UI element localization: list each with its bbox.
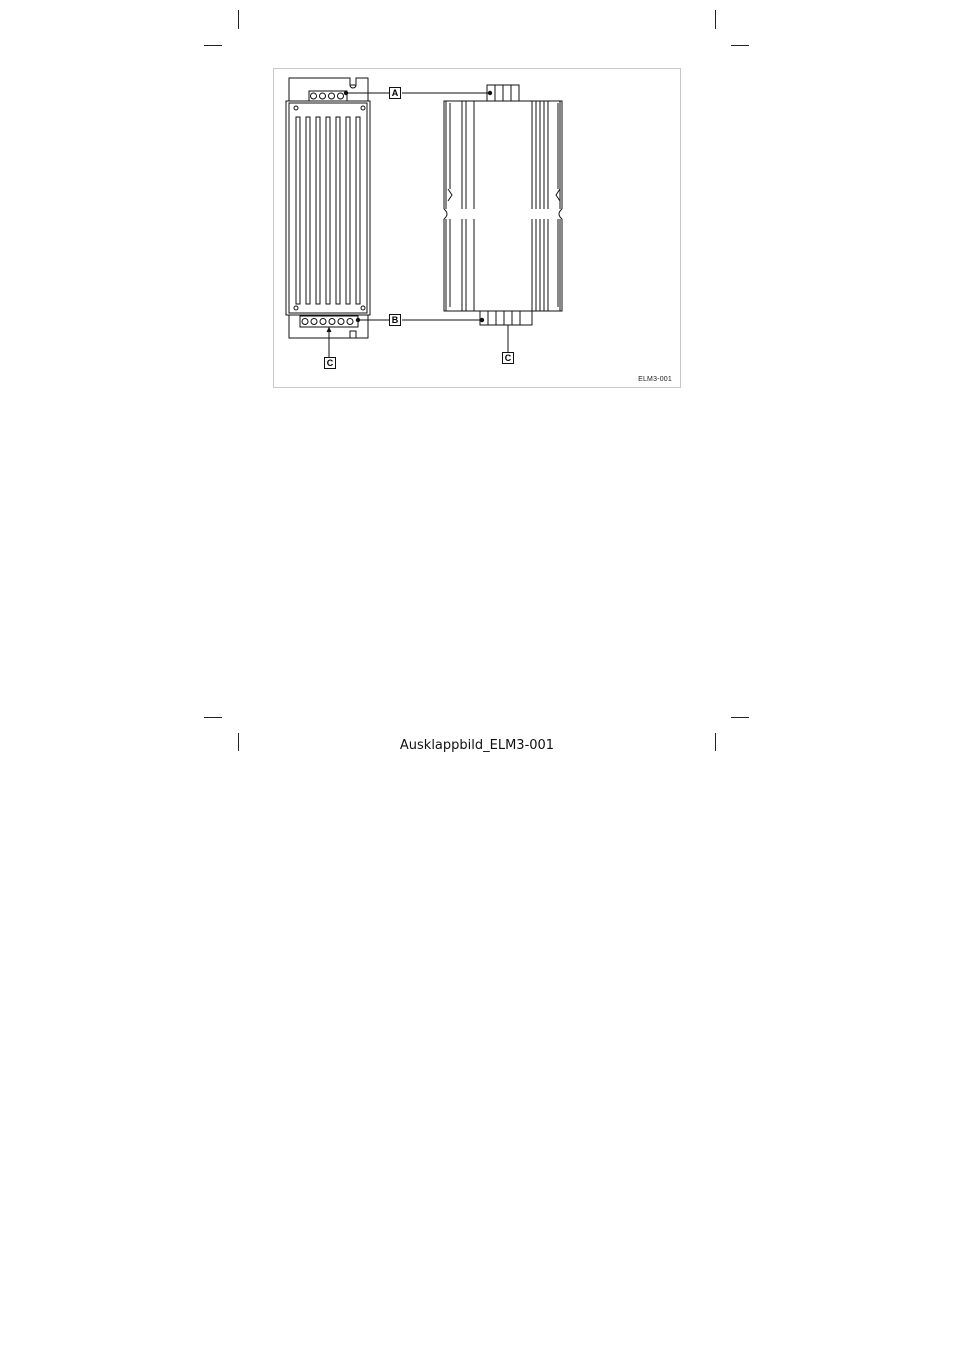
- figure-id: ELM3-001: [638, 376, 672, 383]
- crop-mark-tl-h: [204, 45, 222, 46]
- device-line-drawing: [274, 69, 682, 389]
- crop-mark-tl-v: [238, 10, 239, 29]
- callout-label-c-left: C: [324, 357, 336, 369]
- callout-label-b: B: [389, 314, 401, 326]
- callout-label-a: A: [389, 87, 401, 99]
- crop-mark-tr-v: [715, 10, 716, 29]
- crop-mark-br-h: [731, 717, 749, 718]
- callout-label-c-right: C: [502, 352, 514, 364]
- page-caption: Ausklappbild_ELM3-001: [399, 738, 555, 753]
- crop-mark-tr-h: [731, 45, 749, 46]
- crop-mark-bl-h: [204, 717, 222, 718]
- device-drawing-figure: [273, 68, 681, 388]
